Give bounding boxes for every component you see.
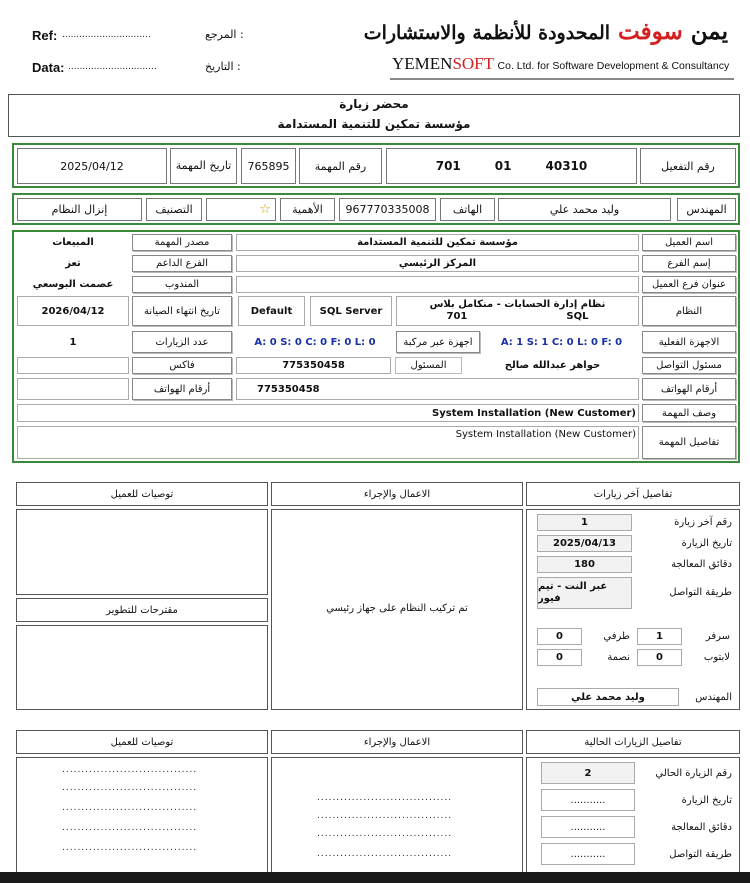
devices-center-value: A: 0 S: 0 C: 0 F: 0 L: 0	[238, 331, 392, 353]
last-actions-header: الاعمال والإجراء	[271, 482, 523, 506]
phones-value: 775350458	[236, 378, 639, 400]
last-recommend-header: توصيات للعميل	[16, 482, 268, 506]
task-source-label: مصدر المهمة	[132, 234, 232, 251]
recommend-line-3: ...................................	[62, 803, 198, 813]
laptop-label: لابتوب	[703, 652, 730, 663]
phones-label-2: أرقام الهواتف	[132, 378, 232, 400]
current-visit-date-value: ...........	[541, 789, 635, 811]
last-visit-no-value: 1	[537, 514, 632, 531]
responsible-phone-value: 775350458	[236, 357, 391, 374]
company-name-ar	[364, 18, 728, 45]
last-method-label: طريقة التواصل	[669, 587, 732, 598]
last-engineer-value: وليد محمد علي	[537, 688, 679, 706]
branch-label: إسم الفرع	[642, 255, 736, 272]
current-recommend-box	[16, 757, 268, 883]
maint-end-label: تاريخ انتهاء الصيانة	[132, 296, 232, 326]
star-icon: ☆	[259, 202, 271, 217]
contact-label: مسئول التواصل	[642, 357, 736, 374]
company-en-2: SOFT	[452, 54, 495, 73]
devices-actual-value: A: 1 S: 1 C: 0 L: 0 F: 0	[484, 331, 639, 353]
support-branch-value: تعز	[17, 255, 129, 272]
last-visit-no-label: رقم آخر زيارة	[674, 517, 732, 528]
dev-suggest-header: مقترحات للتطوير	[16, 598, 268, 622]
last-minutes-value: 180	[537, 556, 632, 573]
mobile-label: نصمة	[607, 652, 630, 663]
engineer-value: وليد محمد علي	[498, 198, 671, 221]
visits-count-value: 1	[17, 331, 129, 353]
current-visit-header: تفاصيل الزيارات الحالية	[526, 730, 740, 754]
devices-label: الاجهزة الفعلية	[642, 331, 736, 353]
activation-b: 01	[494, 159, 512, 173]
delegate-label: المندوب	[132, 276, 232, 293]
current-minutes-value: ...........	[541, 816, 635, 838]
contact-value: حواهر عبدالله صالح	[466, 357, 639, 374]
last-visit-header: تفاصيل آخر زيارات	[526, 482, 740, 506]
ref-dots: ...............................	[62, 30, 151, 40]
fax-value	[17, 357, 129, 374]
activation-c: 701	[435, 159, 461, 173]
activation-value	[386, 148, 637, 184]
task-date-label: تاريخ المهمة	[170, 148, 237, 184]
dev-suggest-box	[16, 625, 268, 710]
company-ar-3: المحدودة للأنظمة والاستشارات	[363, 22, 611, 44]
delegate-value: عصمت البوسعي	[17, 276, 129, 293]
document-title: محضر زيارة	[339, 97, 409, 111]
devices-center-label: اجهزة عبر مركبة	[396, 331, 480, 353]
task-no-value: 765895	[241, 148, 296, 184]
task-details-value: System Installation (New Customer)	[17, 426, 639, 459]
phone-value: 967770335008	[339, 198, 436, 221]
current-visit-no-label: رقم الزيارة الحالي	[655, 768, 732, 779]
recommend-line-5: ...................................	[62, 843, 198, 853]
default-value: Default	[238, 296, 305, 326]
server-value: 1	[637, 628, 682, 645]
mobile-value: 0	[537, 649, 582, 666]
phones-value-2	[17, 378, 129, 400]
date-label: Data:	[32, 60, 65, 75]
current-minutes-label: دقائق المعالجة	[671, 822, 732, 833]
company-en-3: Co. Ltd. for Software Development & Consultancy	[497, 60, 730, 72]
fax-label: فاكس	[132, 357, 232, 374]
support-branch-label: الفرع الداعم	[132, 255, 232, 272]
system-code: 701	[446, 311, 468, 322]
actions-line-1: ...................................	[317, 793, 453, 803]
last-visit-date-label: تاريخ الزيارة	[681, 538, 732, 549]
recommend-line-2: ...................................	[62, 783, 198, 793]
task-date-value: 2025/04/12	[17, 148, 167, 184]
activation-a: 40310	[545, 159, 588, 173]
bottom-edge	[0, 872, 750, 883]
company-ar-1: يمن	[690, 18, 728, 45]
responsible-label: المسئول	[395, 357, 462, 374]
branch-address-label: عنوان فرع العميل	[642, 276, 736, 293]
terminal-label: طرفي	[603, 631, 630, 642]
last-method-value: عبر النت - تيم فيور	[537, 577, 632, 609]
date-dots: ...............................	[68, 62, 157, 72]
class-value: إنزال النظام	[17, 198, 142, 221]
system-label: النظام	[642, 296, 736, 326]
company-en-1: YEMEN	[392, 54, 453, 73]
current-actions-header: الاعمال والإجراء	[271, 730, 523, 754]
ref-label: Ref:	[32, 28, 58, 43]
sql-server-value: SQL Server	[310, 296, 392, 326]
client-name-value: مؤسسة تمكين للتنمية المستدامة	[236, 234, 639, 251]
recommend-line-1: ...................................	[62, 765, 198, 775]
system-name: نظام إدارة الحسابات - منكامل بلاس	[429, 299, 606, 310]
importance-value	[206, 198, 276, 221]
system-value	[396, 296, 639, 326]
terminal-value: 0	[537, 628, 582, 645]
current-method-value: ...........	[541, 843, 635, 865]
last-action-text: تم تركيب النظام على جهاز رئيسي	[326, 603, 468, 614]
branch-address-value	[236, 276, 639, 293]
maint-end-value: 2026/04/12	[17, 296, 129, 326]
last-recommend-box	[16, 509, 268, 595]
date-ar-label: التاريخ :	[205, 60, 241, 73]
laptop-value: 0	[637, 649, 682, 666]
ref-ar-label: المرجع :	[205, 28, 244, 41]
activation-label: رقم التفعيل	[640, 148, 736, 184]
current-recommend-header: توصيات للعميل	[16, 730, 268, 754]
actions-line-2: ...................................	[317, 811, 453, 821]
document-subtitle: مؤسسة تمكين للتنمية المستدامة	[277, 117, 471, 131]
recommend-line-4: ...................................	[62, 823, 198, 833]
last-visit-date-value: 2025/04/13	[537, 535, 632, 552]
branch-value: المركز الرئيسي	[236, 255, 639, 272]
engineer-label: المهندس	[677, 198, 736, 221]
system-db: SQL	[566, 311, 589, 322]
phone-label: الهاتف	[440, 198, 495, 221]
last-minutes-label: دقائق المعالجة	[671, 559, 732, 570]
visits-count-label: عدد الزيارات	[132, 331, 232, 353]
task-details-label: تفاصيل المهمة	[642, 426, 736, 459]
client-name-label: اسم العميل	[642, 234, 736, 251]
current-visit-no-value: 2	[541, 762, 635, 784]
task-source-value: المبيعات	[17, 234, 129, 251]
company-name-en	[392, 54, 729, 74]
phones-label: أرقام الهواتف	[642, 378, 736, 400]
task-desc-value: System Installation (New Customer)	[17, 404, 639, 422]
importance-label: الأهمية	[280, 198, 335, 221]
company-ar-2: سوفت	[618, 18, 683, 45]
class-label: التصنيف	[146, 198, 202, 221]
current-visit-date-label: تاريخ الزيارة	[681, 795, 732, 806]
actions-line-4: ...................................	[317, 849, 453, 859]
task-no-label: رقم المهمة	[299, 148, 382, 184]
current-method-label: طريقة التواصل	[669, 849, 732, 860]
server-label: سرفر	[705, 631, 730, 642]
last-engineer-label: المهندس	[695, 692, 732, 703]
header-rule	[390, 78, 734, 80]
task-desc-label: وصف المهمة	[642, 404, 736, 422]
actions-line-3: ...................................	[317, 829, 453, 839]
